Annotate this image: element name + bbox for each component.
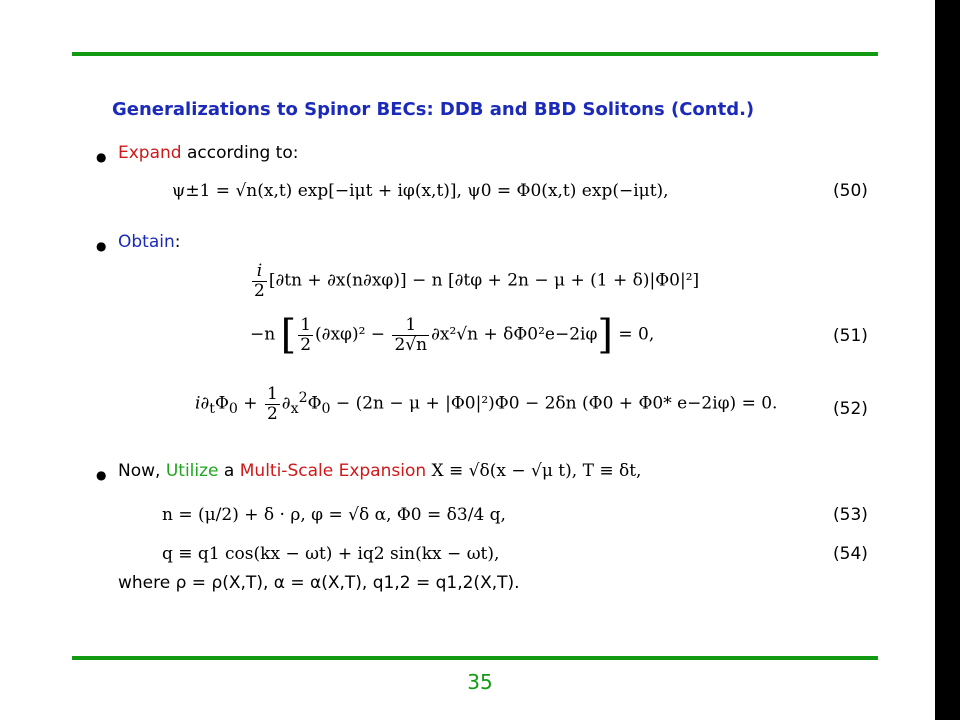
equation-52-number: (52) [833, 399, 868, 419]
top-rule [72, 52, 878, 56]
fraction-one-half: $\frac{1}{2}$ [300, 314, 312, 355]
equation-50-number: (50) [833, 181, 868, 201]
a-word: a [218, 461, 240, 481]
bullet-dot: ● [96, 150, 107, 164]
bullet-dot: ● [96, 468, 107, 482]
utilize-keyword: Utilize [165, 461, 219, 481]
bottom-rule [72, 656, 878, 660]
bullet-obtain [118, 232, 181, 252]
slide-title: Generalizations to Spinor BECs: DDB and BBD Solitons (Contd.) [112, 99, 755, 120]
equation-52-text: (2n − μ + |Φ0|²)Φ0 − 2δn (Φ0 + Φ0* e−2iφ) = 0. [355, 393, 778, 414]
expand-keyword: Expand [118, 143, 182, 163]
obtain-rest: : [174, 232, 181, 252]
equation-51-number: (51) [833, 326, 868, 346]
equation-51-line2-text: (∂xφ)² − [315, 324, 391, 345]
page-number: 35 [467, 670, 493, 694]
bullet-expand [118, 143, 298, 163]
equation-51-line2-text-b: ∂x²√n + δΦ0²e−2iφ [431, 324, 598, 345]
bullet-dot: ● [96, 239, 107, 253]
equation-50-text: ψ±1 = √n(x,t) exp[−iμt + iφ(x,t)], ψ0 = Φ0(x,t) exp(−iμt), [172, 181, 669, 201]
equation-54: q ≡ q1 cos(kx − ωt) + iq2 sin(kx − ωt), [162, 544, 500, 564]
equation-51-line2: −n [ $\frac{1}{2}$ (∂xφ)² − $\frac{1}{2√n}$ ∂x²√n + δΦ0²e−2iφ] = 0, [250, 312, 655, 358]
expand-rest: according to: [181, 143, 299, 163]
multiscale-math: X ≡ √δ(x − √μ t), T ≡ δt, [431, 461, 642, 481]
equation-53-number: (53) [833, 505, 868, 525]
now-prefix: Now, [118, 461, 166, 481]
fraction-i-over-2: $\frac{i}{2}$ [254, 261, 265, 301]
right-edge-bar [935, 0, 960, 720]
equation-51-line1 [250, 262, 699, 300]
multiscale-keyword: Multi-Scale Expansion [239, 461, 427, 481]
equation-52: $i\partial_t\Phi_0$ + $\frac{1}{2}$ $\partial_x^2\Phi_0 - (2n - \mu + |\Phi 0|^2)\Phi 0 - 2\delta n$ (Φ0 + Φ0* e−2iφ) = 0. [195, 384, 778, 424]
equation-53: n = (μ/2) + δ · ρ, φ = √δ α, Φ0 = δ3/4 q, [162, 505, 506, 525]
equation-54-number: (54) [833, 544, 868, 564]
where-clause: where ρ = ρ(X,T), α = α(X,T), q1,2 = q1,2(X,T). [118, 573, 520, 593]
bullet-multiscale [118, 461, 641, 481]
equation-50 [172, 181, 669, 201]
fraction-one-over-2sqrtn: $\frac{1}{2√n}$ [394, 314, 428, 355]
obtain-keyword: Obtain [118, 232, 175, 252]
equation-51-line1-text: [∂tn + ∂x(n∂xφ)] − n [∂tφ + 2n − μ + (1 + δ)|Φ0|²] [268, 270, 700, 291]
fraction-one-half: $\frac{1}{2}$ [266, 384, 278, 424]
